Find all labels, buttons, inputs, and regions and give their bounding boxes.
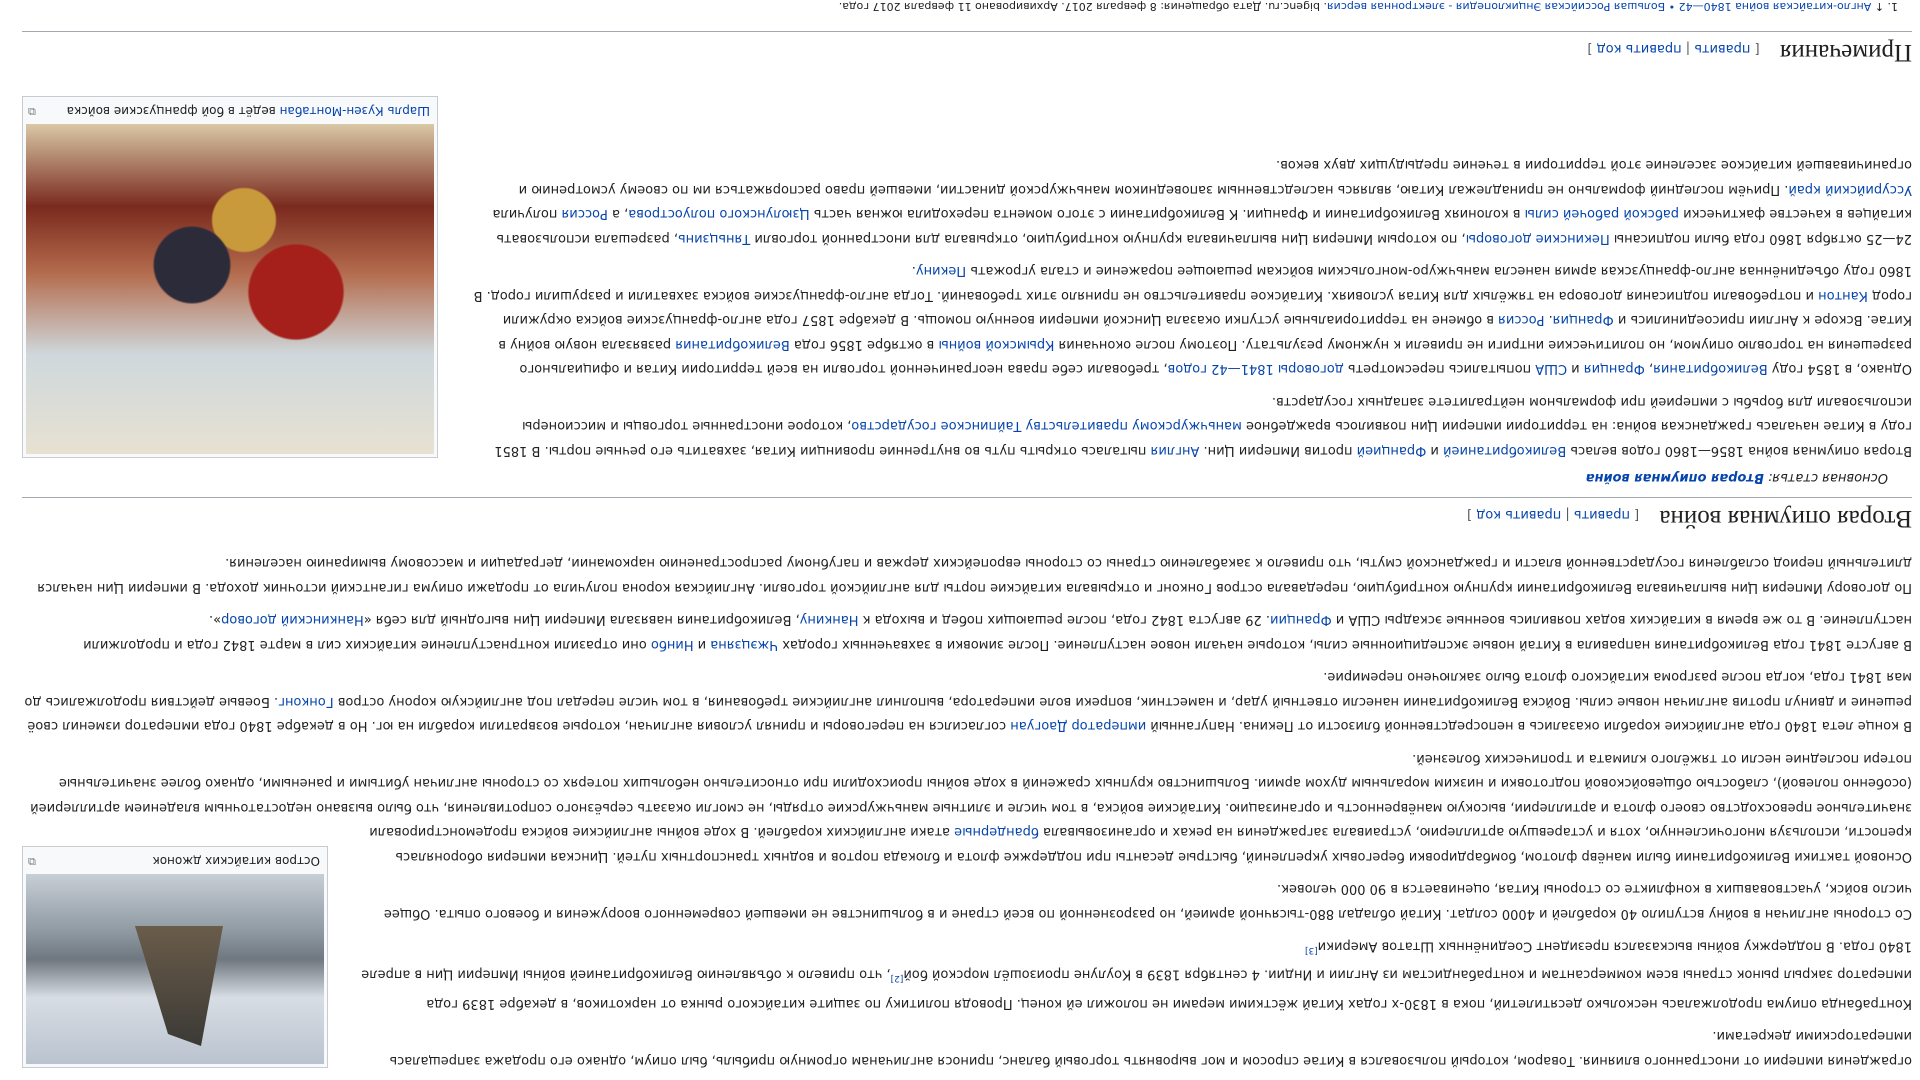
link-ningbo[interactable]: Нинбо <box>650 636 694 652</box>
link-canton[interactable]: Кантон <box>1818 287 1868 303</box>
link-france[interactable]: Франции <box>1270 612 1332 628</box>
paragraph: 24—25 октября 1860 года были подписаны Пекинские договоры, по которым Империя Цин выплачивала крупную контрибуцию, открывала для иностранной торговли Тяньцзинь, разрешала использовать китайцев в качестве фактически рабской рабочей силы в колониях Великобритании и Франции. К Великобритании с этого момента переходила южная часть Цзюлунского полуострова, а Россия получила Уссурийский край. Причём последний формально не принадлежал Китаю, являясь наследственным заповедником маньчжурской династии, имевшей право распоряжаться им по своему усмотрению и ограничивавшей китайское заселение этой территории в течение предыдущих двух веков. <box>492 157 1912 246</box>
paragraph: Основой тактики Великобритании были манёвр флотом, бомбардировки береговых укреплений, быстрые десанты при поддержке флота и блокада портов и водных транспортных путей. Цинская империя оборонялась крепости, используя многочисленную, хотя и устаревшую артиллерию, устраивала заграждения на реках и организовывала брандерные атаки английских кораблей. В ходе войны английские войска продемонстрировали значительное превосходство своего флота и артиллерии, высокую манёвренность и организацию. Китайские войска, в том числе и элитные маньчжурские отряды, не смогли оказать серьёзного сопротивления, что было вызвано недостаточным владением артиллерией (особенно полевой), слабостью общевойсковой подготовки и низким моральным духом армии. Большинство крупных сражений в ходе войны происходили при относительно небольших потерях со стороны англичан убитыми и ранеными, однако более значительные потери последние несли от тяжёлого климата и тропических болезней. <box>30 750 1912 864</box>
link-zhejiang[interactable]: Чжэцзяна <box>710 636 779 652</box>
paragraph: В конце лета 1840 года английские корабли оказались в непосредственной близости от Пекина. Напуганный император Даогуан согласился на переговоры и принял условия англичан, которые возвратили корабли на юг. Но в декабре 1840 года император изменил своё решение и двинул против англичан новые силы. Войска Великобритании нанесли ответный удар, и наместник, вопреки воле императора, выполнил английские требования, в том числе передал под английскую корону остров Гонконг. Боевые действия продолжались до мая 1841 года, когда после разгрома китайского флота было заключено перемирие. <box>24 669 1912 734</box>
link-taiping[interactable]: Тайпинское государство <box>851 418 1022 434</box>
references-list <box>22 0 1912 19</box>
figure-junks <box>22 846 328 1068</box>
edit-link[interactable]: править <box>1694 40 1751 56</box>
reference-item: 1. ↑ Англо-китайская война 1840—42 • Большая Российская Энциклопедия - электронная версия. bigenc.ru. Дата обращения: 8 февраля 2017. Архивировано 11 февраля 2017 года. <box>22 0 1884 19</box>
figure-caption: Остров китайских джонок ⧉ <box>28 854 320 868</box>
link-ussuri[interactable]: Уссурийский край <box>1788 181 1912 197</box>
reference-link[interactable]: Англо-китайская война 1840—42 <box>1678 0 1872 13</box>
link-france[interactable]: Франция <box>1552 312 1614 328</box>
section-heading: Вторая опиумная война [ править | править код ] <box>22 497 1912 532</box>
link-england[interactable]: Англия <box>1150 442 1200 458</box>
link-slave-labor[interactable]: рабской рабочей силы <box>1524 206 1680 222</box>
paragraph: Однако, в 1854 году Великобритания, Франция и США попытались пересмотреть договоры 1841—42 годов, требовали себе права неограниченной торговли на всей территории Китая и официального разрешения на торговлю опиумом, но политические интриги не привели к нужному результату. Поэтому после окончания Крымской войны в октябре 1856 года Великобритания развязала новую войну в Китае. Вскоре к Англии присоединились и Франция. Россия в обмене на территориальные уступки оказала Цинской империи военную помощь. В декабре 1857 года англо-французские войска окружили город Кантон и потребовали подписания договора на тяжёлых для Китая условиях. Китайское правительство не приняло этих требований. Тогда англо-французские войска захватили и разрушили город. В 1860 году объединённая англо-французская армия нанесла маньчжуро-монгольским войскам решающее поражение и стала угрожать Пекину. <box>473 263 1912 377</box>
link-cousin-montauban[interactable]: Шарль Кузен-Монтабан <box>279 103 430 118</box>
link-treaties[interactable]: договоры 1841—42 годов <box>1167 361 1344 377</box>
paragraph: Контрабанда опиума продолжалась несколько десятилетий, пока в 1830-х годах Китай жёсткими мерами не положил ей конец. Проводя политику по защите китайского рынка от наркотиков, в декабре 1839 года император закрыл рынок страны всем коммерсантам и контрабандистам из Англии и Индии. 4 сентября 1839 в Коулуне произошёл морской бой[2], что привело к объявлению Великобританией войны Империи Цин в апреле 1840 года. В поддержку войны высказался президент Соединённых Штатов Америки[3] <box>361 938 1912 1011</box>
edit-link[interactable]: править <box>1573 506 1630 522</box>
image-chinese-junks[interactable] <box>26 874 324 1064</box>
paragraph: В августе 1841 года Великобритания направила в Китай новые экспедиционные силы, которые начали новое наступление. После зимовки в захваченных городах Чжэцзяна и Нинбо они отразили контрнаступление китайских сил в марте 1842 года и продолжили наступление. В то же время в китайских водах появились военные эскадры США и Франции. 29 августа 1842 года, после решающих побед и выхода к Нанкину, Великобритания навязала Империи Цин выгодный для себя «Нанкинский договор». <box>83 612 1912 652</box>
link-nanjing[interactable]: Нанкину <box>799 612 859 628</box>
magnify-clip-icon[interactable]: ⧉ <box>28 855 36 868</box>
link-emperor-daoguang[interactable]: император Даогуан <box>1010 718 1147 734</box>
paragraph: По договору Империя Цин выплачивала Великобритании крупную контрибуцию, передавала остров Гонконг и открывала китайские порты для английской торговли. Английская корона получила от продажи опиума гигантский источник дохода. В империи Цин начался длительный период ослабления государственной власти и гражданской смуты, что привело к закабалению страны со стороны европейских держав и пагубному распространению наркомании, деградации и массовому вымиранию населения. <box>37 555 1912 595</box>
reference-link[interactable]: [3] <box>1304 944 1318 955</box>
hatnote: Основная статья: Вторая опиумная война <box>1585 469 1888 485</box>
reference-link[interactable]: [2] <box>890 973 904 984</box>
link-beijing[interactable]: Пекину <box>915 263 967 279</box>
backlink-arrow[interactable]: ↑ <box>1874 0 1884 13</box>
link-britain[interactable]: Великобритания <box>675 336 790 352</box>
link-france[interactable]: Франция <box>1583 361 1645 377</box>
paragraph: Вторая опиумная война 1856—1860 годов велась Великобританией и Францией против Империи Цин. Англия пыталась открыть путь во внутренние провинции Китая, захватить его речные порты. В 1851 году в Китае началась гражданская война: на территории империи Цин появилось враждебное маньчжурскому правительству Тайпинское государство, которое иностранные торговцы и миссионеры использовали для борьбы с империей при формальном нейтралитете западных государств. <box>494 393 1912 458</box>
edit-links: [ править | править код ] <box>1467 506 1640 522</box>
link-manchu-government[interactable]: маньчжурскому правительству <box>1025 418 1242 434</box>
section-heading: Примечания [ править | править код ] <box>22 31 1912 66</box>
figure-battle <box>22 96 438 458</box>
paragraph: Со стороны англичан в войну вступило 40 кораблей и 4000 солдат. Китай обладал 880-тысячной армией, но разрозненной по всей стране и в большинстве не имевшей современного вооружения и боевого опыта. Общее число войск, участвовавших в конфликте со стороны Китая, оценивается в 90 000 человек. <box>383 881 1912 921</box>
link-britain[interactable]: Великобританией <box>1443 442 1567 458</box>
figure-caption: Шарль Кузен-Монтабан ведёт в бой французские войска ⧉ <box>28 103 430 118</box>
link-usa[interactable]: США <box>1535 361 1568 377</box>
edit-links: [ править | править код ] <box>1587 40 1760 56</box>
link-russia[interactable]: Россия <box>561 206 608 222</box>
link-crimean-war[interactable]: Крымской войны <box>938 336 1055 352</box>
link-france[interactable]: Францией <box>1356 442 1427 458</box>
link-russia[interactable]: Россия <box>1498 312 1545 328</box>
reference-link[interactable]: • Большая Российская Энциклопедия - электронная версия <box>1327 0 1676 13</box>
link-britain[interactable]: Великобритания <box>1653 361 1768 377</box>
link-brandery[interactable]: брандерные <box>954 824 1039 840</box>
link-treaty-nanking[interactable]: Нанкинский договор <box>221 612 364 628</box>
link-beijing-treaties[interactable]: Пекинские договоры <box>1465 230 1610 246</box>
main-article-link[interactable]: Вторая опиумная война <box>1585 469 1764 485</box>
link-kowloon[interactable]: Цзюлунского полуострова <box>628 206 810 222</box>
edit-code-link[interactable]: править код <box>1596 40 1682 56</box>
link-tianjin[interactable]: Тяньцзинь <box>677 230 751 246</box>
paragraph: ограждения империи от иностранного влияния. Товаром, который пользовался в Китае спросом и мог выровнять торговый баланс, принося англичанам огромную прибыль, был опиум, однако его продажа запрещалась императорскими декретами. <box>389 1028 1912 1068</box>
edit-code-link[interactable]: править код <box>1476 506 1562 522</box>
link-hong-kong[interactable]: Гонконг <box>278 693 334 709</box>
magnify-clip-icon[interactable]: ⧉ <box>28 104 36 118</box>
image-battle-painting[interactable] <box>26 124 434 454</box>
article-content <box>22 0 1912 1072</box>
